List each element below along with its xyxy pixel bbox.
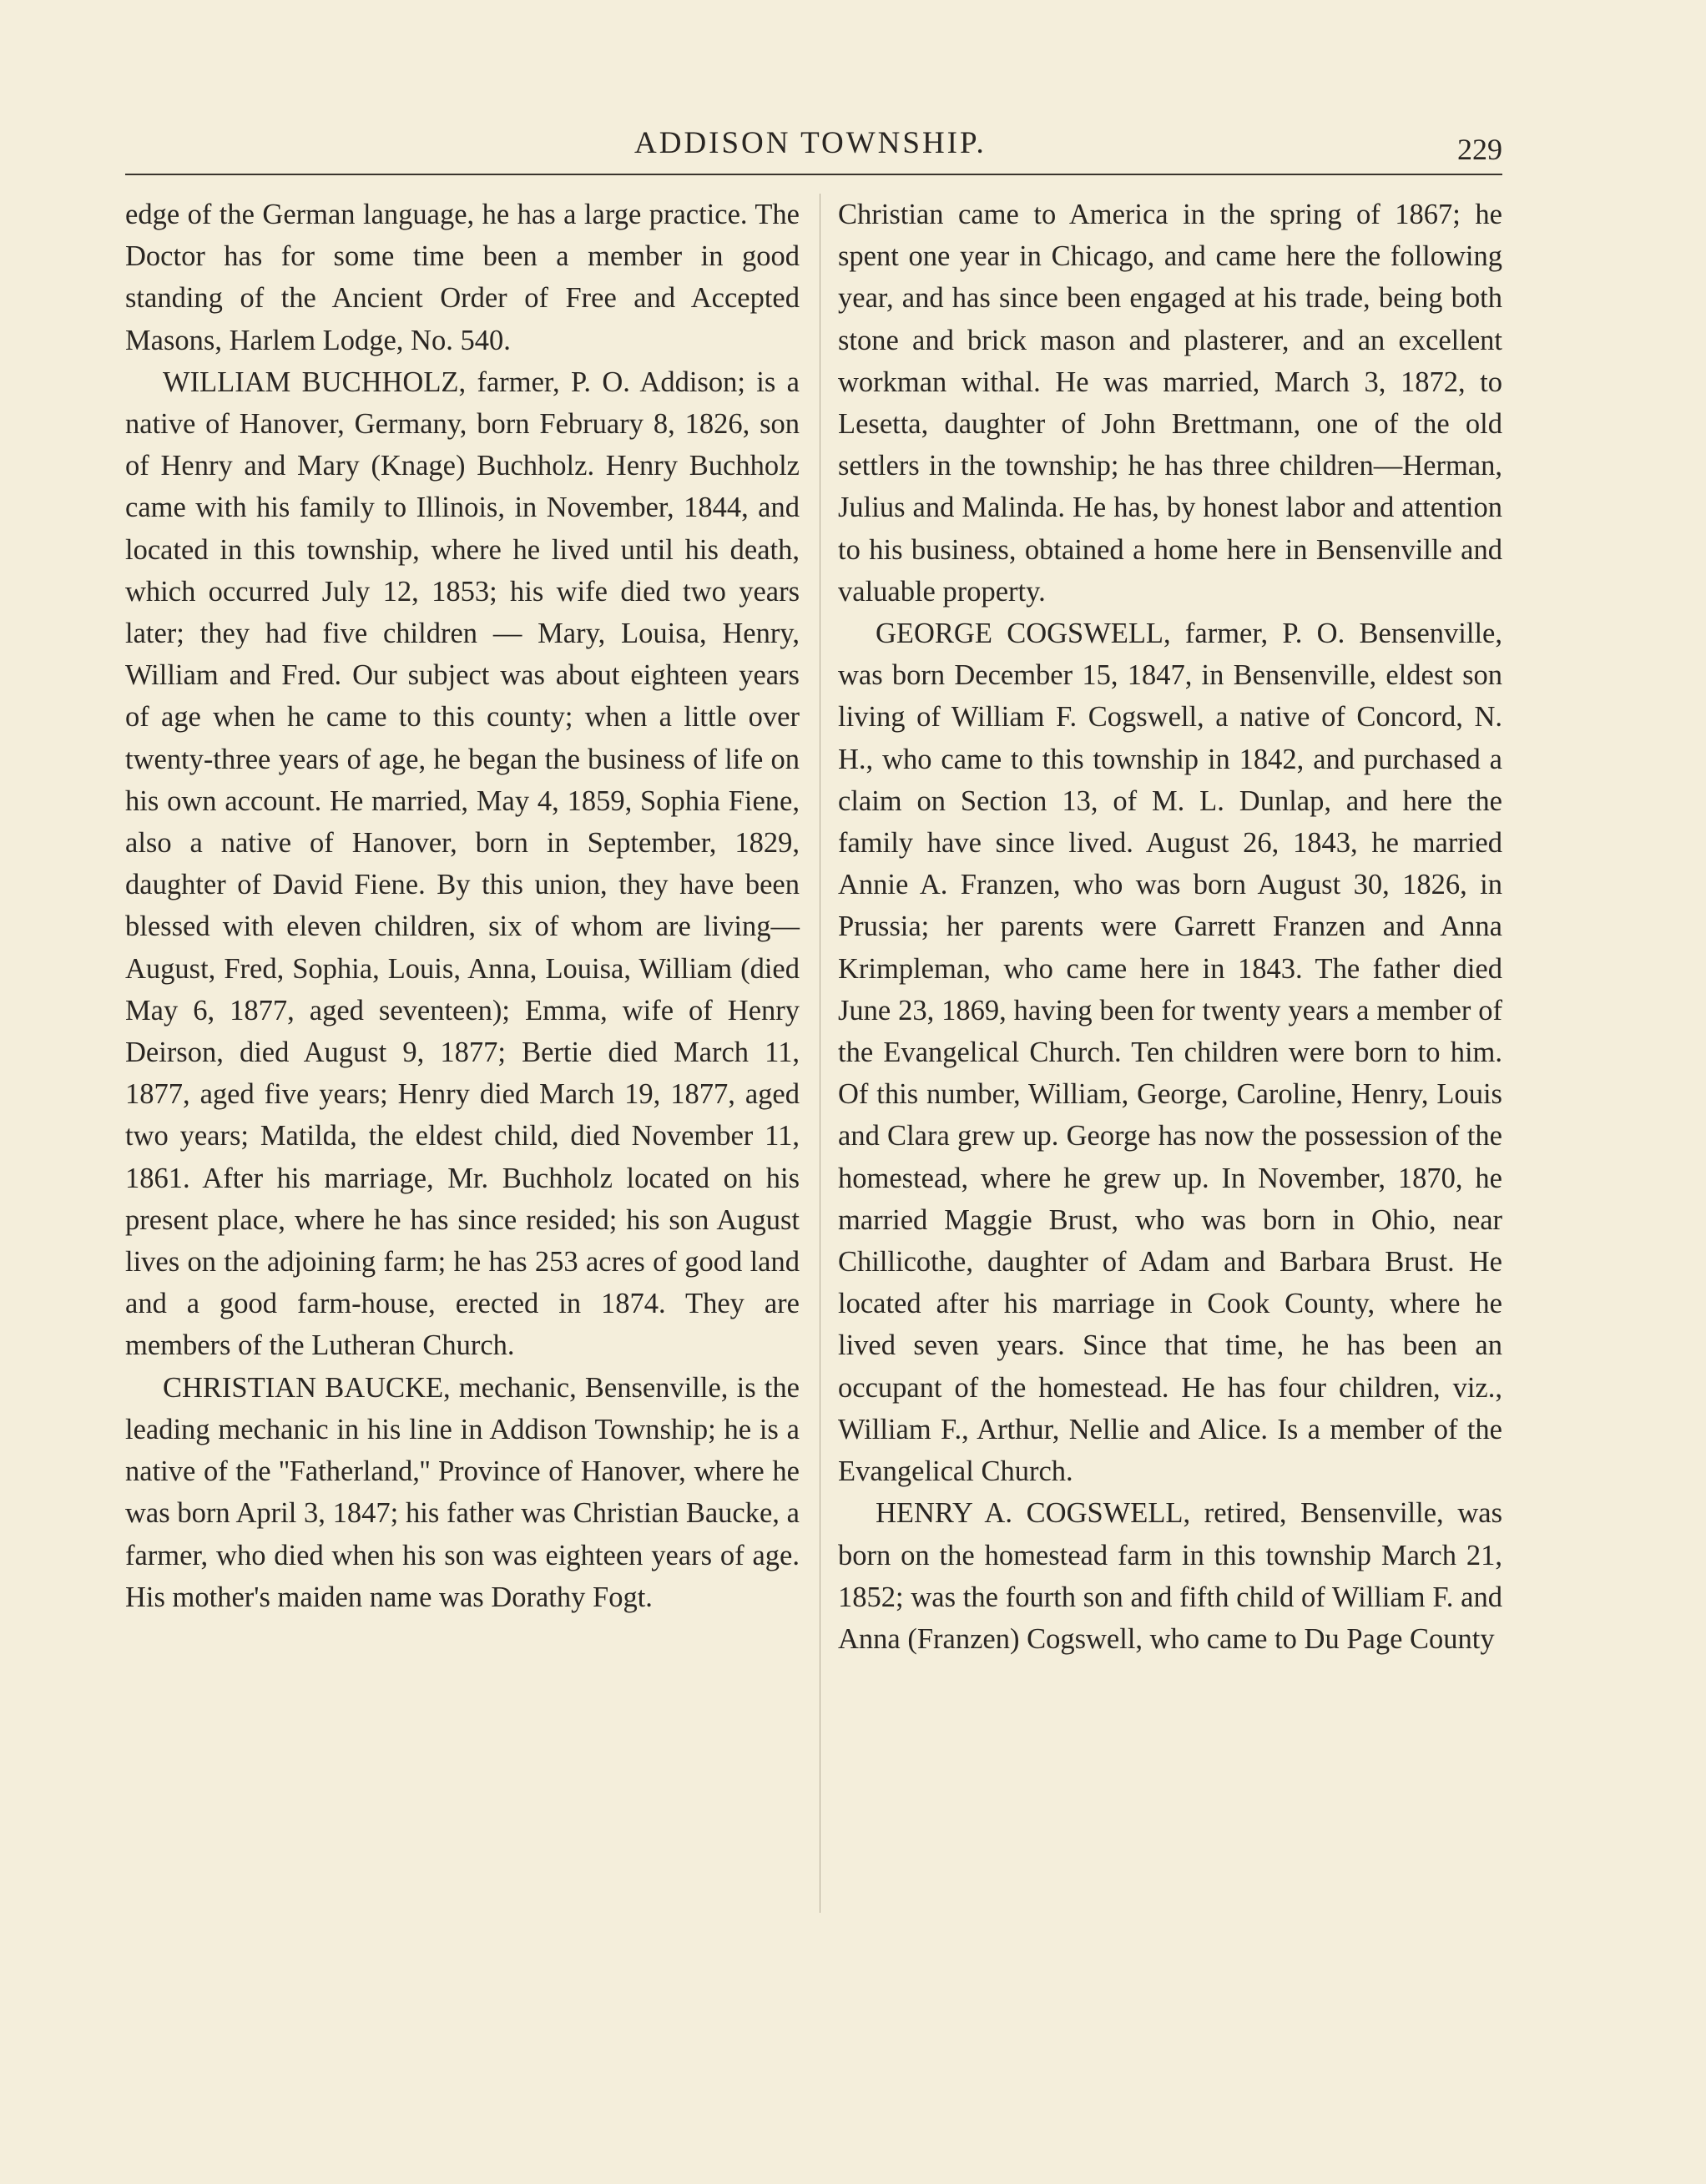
paragraph-william-buchholz: WILLIAM BUCHHOLZ, farmer, P. O. Addison; is a native of Hanover, Germany, born February 8, 1826, son of Henry and Mary (Knage) Buchholz. Henry Buchholz came with his family to Illinois, in November, 1844, and located in this township, where he lived until his death, which occurred July 12, 1853; his wife died two years later; they had five children — Mary, Louisa, Henry, William and Fred. Our subject was about eighteen years of age when he came to this county; when a little over twenty-three years of age, he began the business of life on his own account. He married, May 4, 1859, Sophia Fiene, also a native of Hanover, born in September, 1829, daughter of David Fiene. By this union, they have been blessed with eleven children, six of whom are living—August, Fred, Sophia, Louis, Anna, Louisa, William (died May 6, 1877, aged seventeen); Emma, wife of Henry Deirson, died August 9, 1877; Bertie died March 11, 1877, aged five years; Henry died March 19, 1877, aged two years; Matilda, the eldest child, died November 11, 1861. After his marriage, Mr. Buchholz located on his present place, where he has since resided; his son August lives on the adjoining farm; he has 253 acres of good land and a good farm-house, erected in 1874. They are members of the Lutheran Church.	[125, 366, 800, 1362]
right-column	[838, 194, 1502, 1660]
left-column	[125, 194, 800, 1618]
paragraph-continuation: edge of the German language, he has a large practice. The Doctor has for some time been a member in good standing of the Ancient Order of Free and Accepted Masons, Harlem Lodge, No. 540.	[125, 199, 800, 356]
running-title: ADDISON TOWNSHIP.	[634, 126, 987, 160]
paragraph-christian-baucke: CHRISTIAN BAUCKE, mechanic, Bensenville, is the leading mechanic in his line in Addison Township; he is a native of the ''Fatherland,'' Province of Hanover, where he was born April 3, 1847; his father was Christian Baucke, a farmer, who died when his son was eighteen years of age. His mother's maiden name was Dorathy Fogt.	[125, 1371, 800, 1613]
page-header	[125, 125, 1502, 175]
paragraph-george-cogswell: GEORGE COGSWELL, farmer, P. O. Bensenville, was born December 15, 1847, in Bensenville, eldest son living of William F. Cogswell, a native of Concord, N. H., who came to this township in 1842, and purchased a claim on Section 13, of M. L. Dunlap, and here the family have since lived. August 26, 1843, he married Annie A. Franzen, who was born August 30, 1826, in Prussia; her parents were Garrett Franzen and Anna Krimpleman, who came here in 1843. The father died June 23, 1869, having been for twenty years a member of the Evangelical Church. Ten children were born to him. Of this number, William, George, Caroline, Henry, Louis and Clara grew up. George has now the possession of the homestead, where he grew up. In November, 1870, he married Maggie Brust, who was born in Ohio, near Chillicothe, daughter of Adam and Barbara Brust. He located after his marriage in Cook County, where he lived seven years. Since that time, he has been an occupant of the homestead. He has four children, viz., William F., Arthur, Nellie and Alice. Is a member of the Evangelical Church.	[838, 618, 1502, 1488]
header-rule	[125, 174, 1502, 175]
page-number: 229	[1457, 133, 1502, 166]
paragraph-baucke-continued: Christian came to America in the spring of 1867; he spent one year in Chicago, and came here the following year, and has since been engaged at his trade, being both stone and brick mason and plasterer, and an excellent workman withal. He was married, March 3, 1872, to Lesetta, daughter of John Brettmann, one of the old settlers in the township; he has three children—Herman, Julius and Malinda. He has, by honest labor and attention to his business, obtained a home here in Bensenville and valuable property.	[838, 199, 1502, 608]
paragraph-henry-cogswell: HENRY A. COGSWELL, retired, Bensenville, was born on the homestead farm in this township March 21, 1852; was the fourth son and fifth child of William F. and Anna (Franzen) Cogswell, who came to Du Page County	[838, 1497, 1502, 1655]
